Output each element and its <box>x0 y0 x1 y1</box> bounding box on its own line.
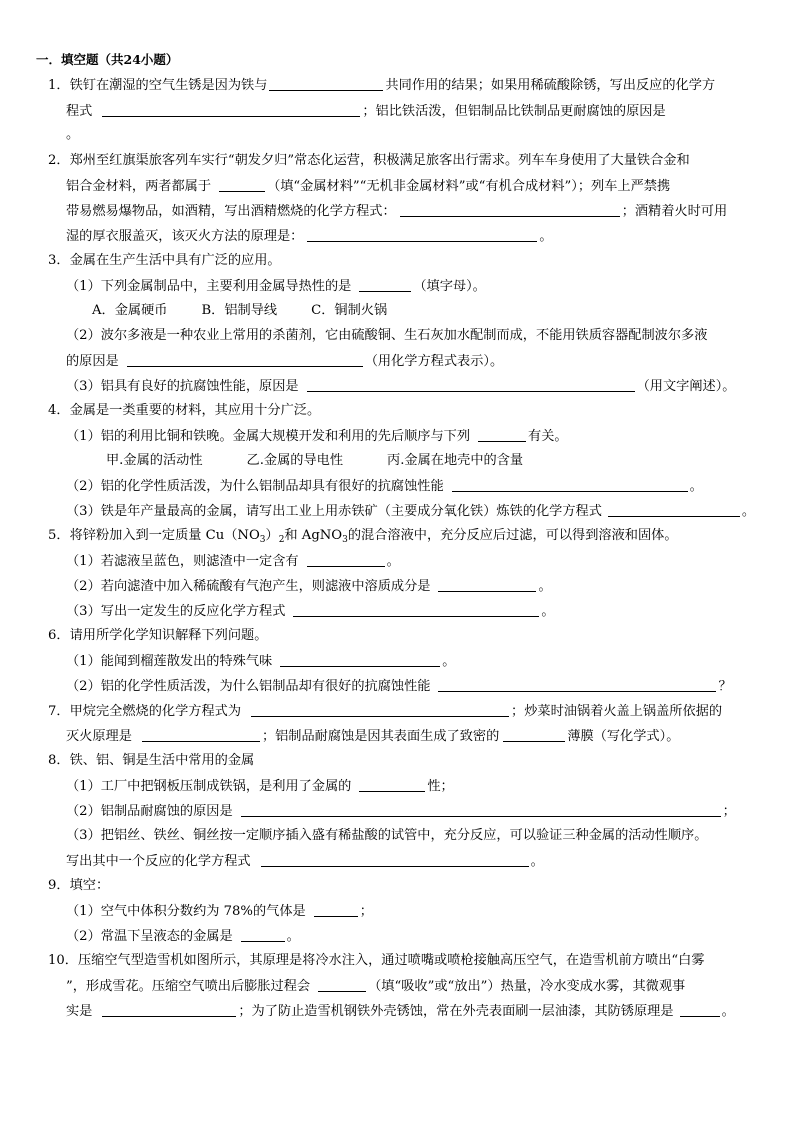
q4-line4: （2）铝的化学性质活泼，为什么铝制品却具有很好的抗腐蚀性能 。 <box>66 479 703 494</box>
answer-blank[interactable] <box>608 502 740 517</box>
q5-line1: 5．将锌粉加入到一定质量 $Cu(NO_3)_2$和 AgNO$_3$的混合溶液中，充分反应后过滤，可以得到溶液和固体。 <box>48 528 678 545</box>
q3-line1: 3．金属在生产生活中具有广泛的应用。 <box>48 253 281 268</box>
answer-blank[interactable] <box>307 377 635 392</box>
q10-line1: 10．压缩空气型造雪机如图所示，其原理是将冷水注入，通过喷嘴或喷枪接触高压空气，在造雪机前方喷出“白雾 <box>48 953 705 968</box>
q3-line5: 的原因是 （用化学方程式表示）。 <box>66 354 504 369</box>
q1-line2: 程式 ；铝比铁活泼，但铝制品比铁制品更耐腐蚀的原因是 <box>66 104 666 119</box>
answer-blank[interactable] <box>314 902 358 917</box>
answer-blank[interactable] <box>503 727 565 742</box>
q4-options: 甲.金属的活动性 乙.金属的导电性 丙.金属在地壳中的含量 <box>106 453 524 468</box>
q5-line2: （1）若滤液呈蓝色，则滤渣中一定含有 。 <box>66 554 400 569</box>
answer-blank[interactable] <box>680 1002 720 1017</box>
answer-blank[interactable] <box>452 477 688 492</box>
q2-line2: 铝合金材料，两者都属于 （填“金属材料”“无机非金属材料”或“有机合成材料”）；列车上严禁携 <box>66 179 671 194</box>
answer-blank[interactable] <box>359 777 425 792</box>
answer-blank[interactable] <box>280 652 440 667</box>
q7-line1: 7．甲烷完全燃烧的化学方程式为 ；炒菜时油锅着火盖上锅盖所依据的 <box>48 704 723 719</box>
q5-line3: （2）若向滤渣中加入稀硫酸有气泡产生，则滤液中溶质成分是 。 <box>66 579 552 594</box>
q3-line6: （3）铝具有良好的抗腐蚀性能，原因是 （用文字阐述）。 <box>66 379 736 394</box>
q1-line1: 1．铁钉在潮湿的空气生锈是因为铁与 共同作用的结果；如果用稀硫酸除锈，写出反应的化学方 <box>48 78 716 93</box>
q9-line1: 9．填空： <box>48 878 110 893</box>
answer-blank[interactable] <box>261 852 529 867</box>
answer-blank[interactable] <box>293 602 539 617</box>
answer-blank[interactable] <box>142 727 260 742</box>
q9-line3: （2）常温下呈液态的金属是 。 <box>66 929 300 944</box>
answer-blank[interactable] <box>102 1002 236 1017</box>
q10-line3: 实是 ；为了防止造雪机钢铁外壳锈蚀，常在外壳表面刷一层油漆，其防锈原理是 。 <box>66 1004 735 1019</box>
q4-line1: 4．金属是一类重要的材料，其应用十分广泛。 <box>48 403 321 418</box>
q4-line5: （3）铁是年产量最高的金属，请写出工业上用赤铁矿（主要成分氧化铁）炼铁的化学方程式 。 <box>66 504 756 519</box>
answer-blank[interactable] <box>478 427 526 442</box>
answer-blank[interactable] <box>438 577 536 592</box>
answer-blank[interactable] <box>269 76 383 91</box>
q1-line3: 。 <box>66 127 80 142</box>
answer-blank[interactable] <box>307 227 537 242</box>
q2-line4: 湿的厚衣服盖灭，该灭火方法的原理是： 。 <box>66 229 553 244</box>
answer-blank[interactable] <box>251 702 509 717</box>
answer-blank[interactable] <box>318 977 366 992</box>
answer-blank[interactable] <box>438 677 716 692</box>
q7-line2: 灭火原理是 ；铝制品耐腐蚀是因其表面生成了致密的 薄膜（写化学式）。 <box>66 729 680 744</box>
q8-line4: （3）把铝丝、铁丝、铜丝按一定顺序插入盛有稀盐酸的试管中，充分反应，可以验证三种金属的活动性顺序。 <box>66 828 708 843</box>
answer-blank[interactable] <box>307 552 385 567</box>
q3-line2: （1）下列金属制品中，主要利用金属导热性的是 （填字母）。 <box>66 279 486 294</box>
q3-options: A．金属硬币 B．铝制导线 C．铜制火锅 <box>92 303 388 318</box>
q9-line2: （1）空气中体积分数约为 78%的气体是 ； <box>66 904 373 919</box>
answer-blank[interactable] <box>359 277 411 292</box>
q6-line2: （1）能闻到榴莲散发出的特殊气味 。 <box>66 654 456 669</box>
q8-line5: 写出其中一个反应的化学方程式 。 <box>66 854 544 869</box>
answer-blank[interactable] <box>127 352 363 367</box>
q8-line2: （1）工厂中把钢板压制成铁锅，是利用了金属的 性； <box>66 779 454 794</box>
answer-blank[interactable] <box>241 927 285 942</box>
q8-line3: （2）铝制品耐腐蚀的原因是 ； <box>66 804 736 819</box>
q2-line3: 带易燃易爆物品，如酒精，写出酒精燃烧的化学方程式： ；酒精着火时可用 <box>66 204 728 219</box>
answer-blank[interactable] <box>102 102 360 117</box>
q2-line1: 2．郑州至红旗渠旅客列车实行“朝发夕归”常态化运营，积极满足旅客出行需求。列车车身使用了大量铁合金和 <box>48 153 690 168</box>
answer-blank[interactable] <box>400 202 620 217</box>
q3-line4: （2）波尔多液是一种农业上常用的杀菌剂，它由硫酸铜、生石灰加水配制而成，不能用铁质容器配制波尔多液 <box>66 328 708 343</box>
q6-line3: （2）铝的化学性质活泼，为什么铝制品却有很好的抗腐蚀性能 ？ <box>66 679 732 694</box>
q8-line1: 8．铁、铝、铜是生活中常用的金属 <box>48 753 255 768</box>
q5-line4: （3）写出一定发生的反应化学方程式 。 <box>66 604 555 619</box>
answer-blank[interactable] <box>241 802 721 817</box>
q10-line2: ”，形成雪花。压缩空气喷出后膨胀过程会 （填“吸收”或“放出”）热量，冷水变成水雾，其微观事 <box>66 979 686 994</box>
q4-line2: （1）铝的利用比铜和铁晚。金属大规模开发和利用的先后顺序与下列 有关。 <box>66 429 568 444</box>
q6-line1: 6．请用所学化学知识解释下列问题。 <box>48 628 268 643</box>
answer-blank[interactable] <box>219 177 265 192</box>
section-title: 一．填空题（共24小题） <box>36 52 179 67</box>
